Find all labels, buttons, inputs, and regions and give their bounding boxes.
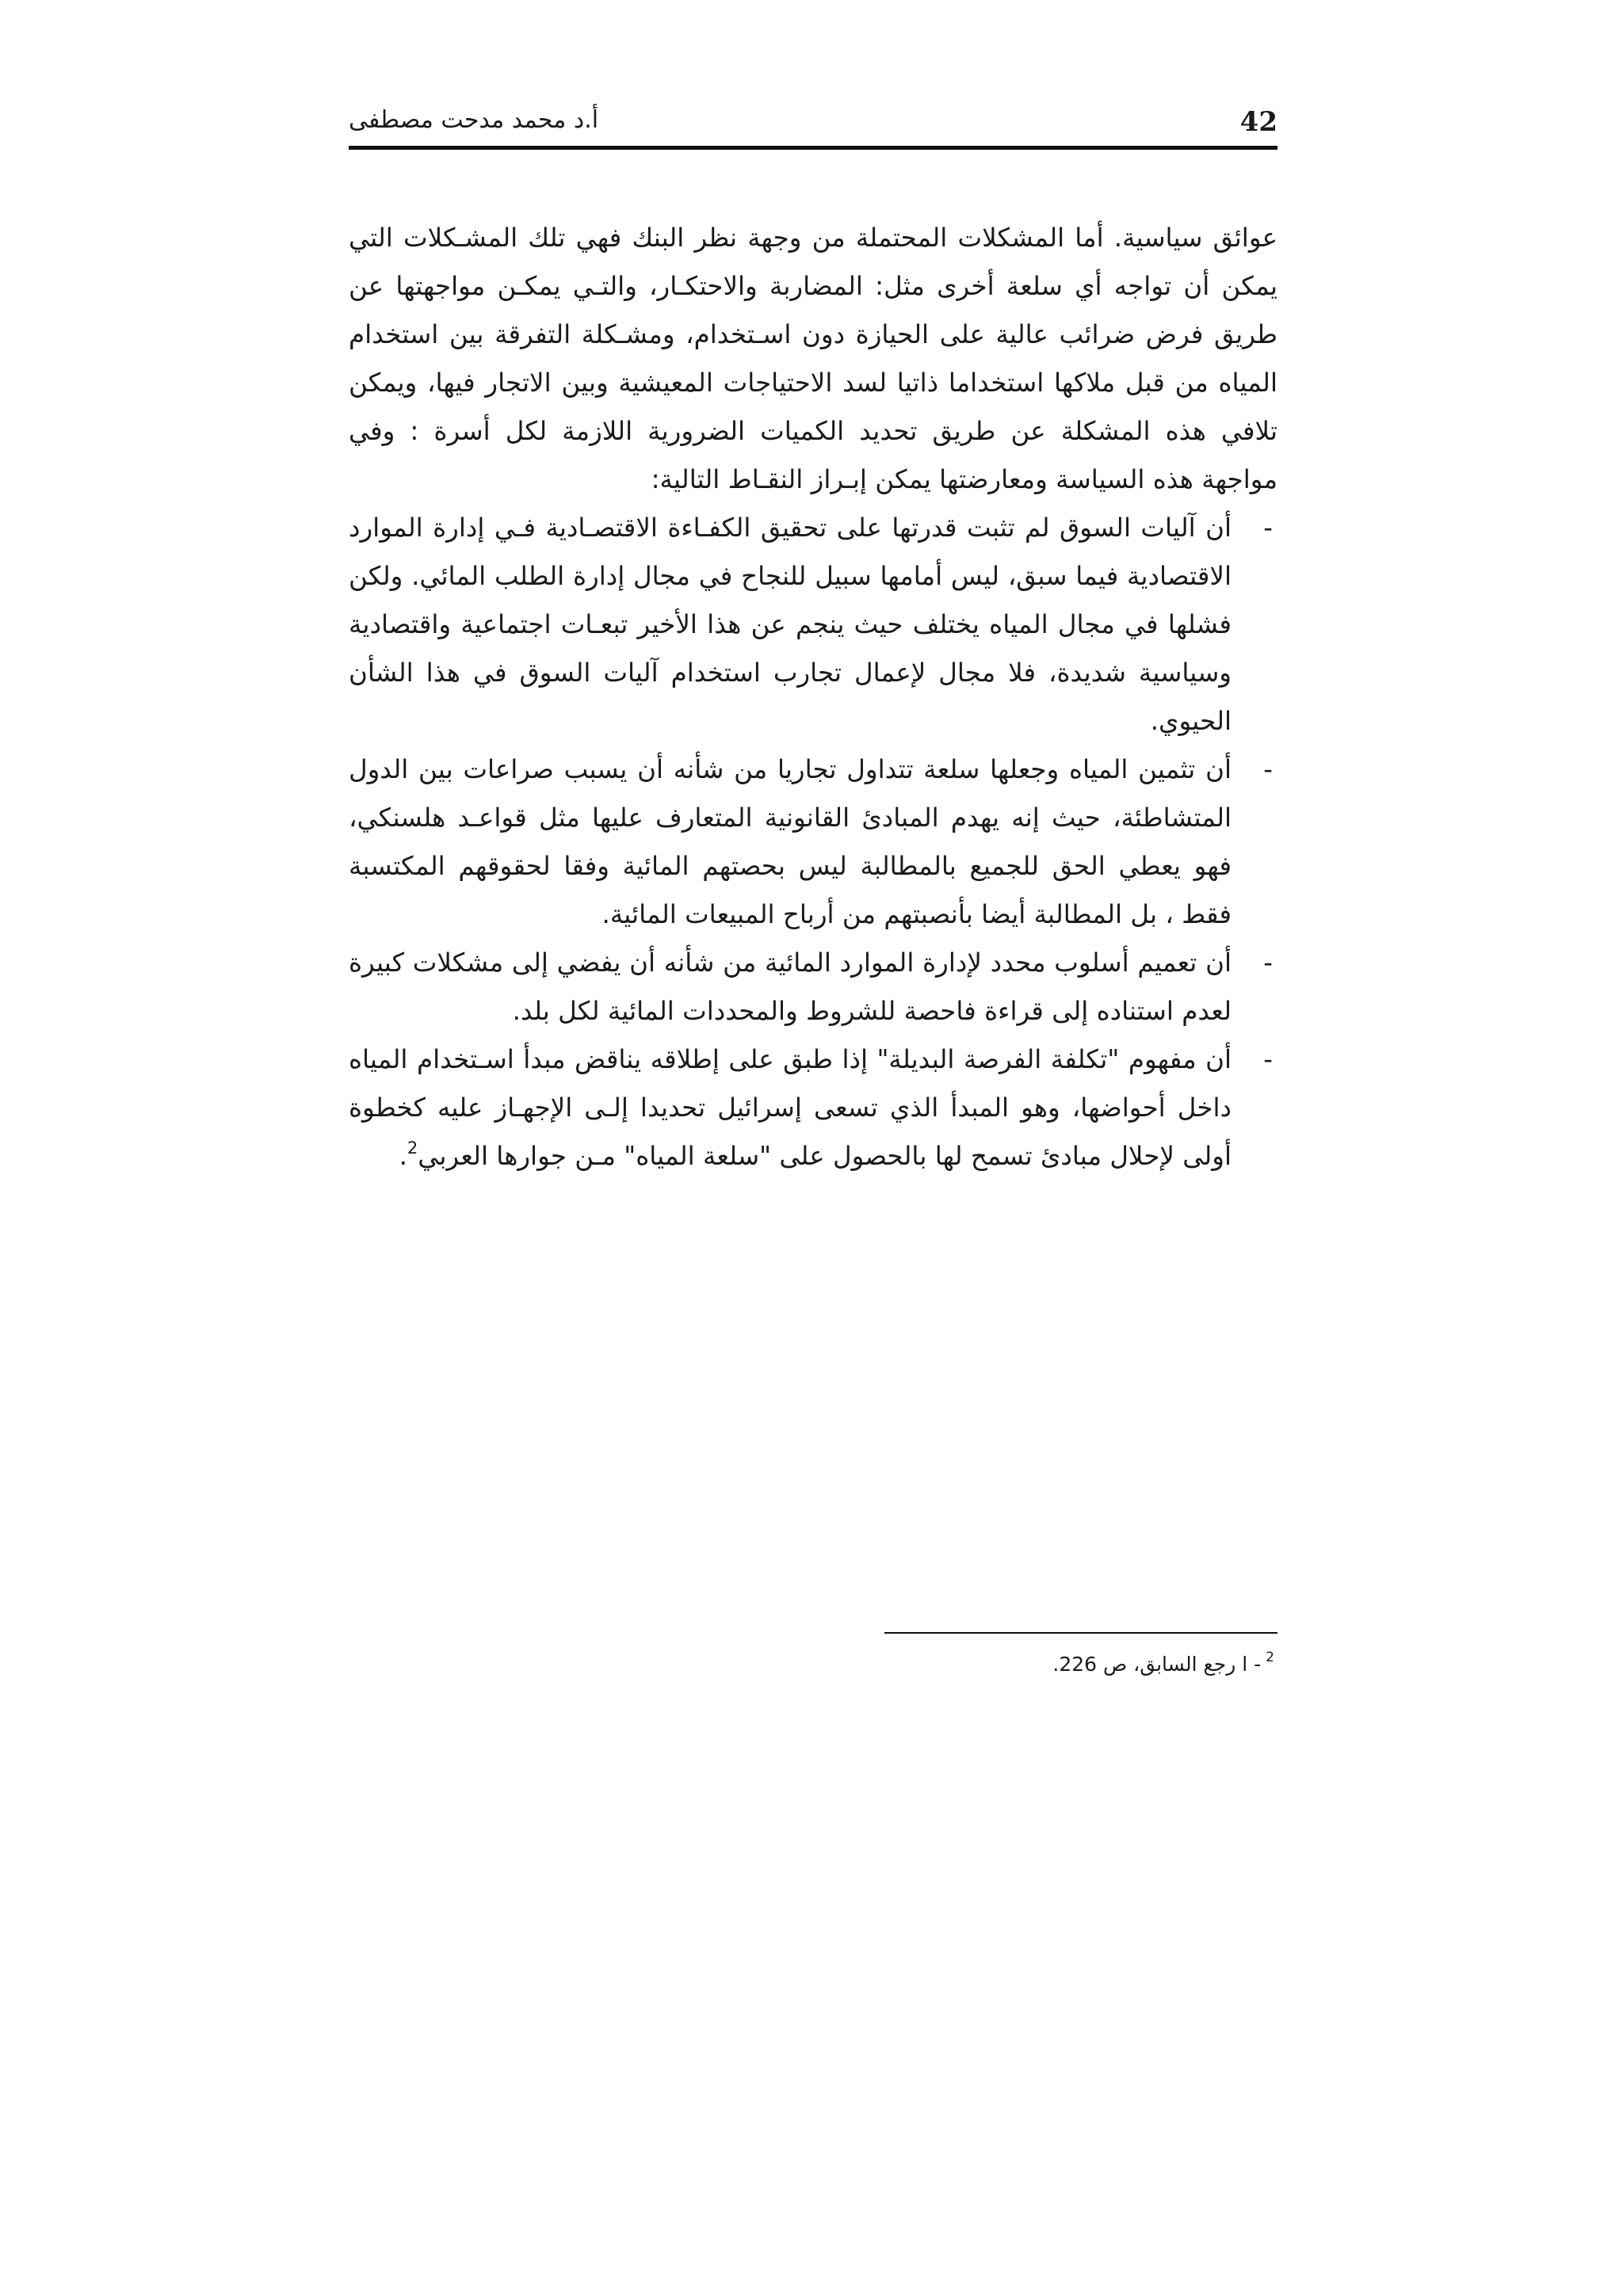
- bullet-list: [349, 504, 1277, 1180]
- list-item-text: أن مفهوم "تكلفة الفرصة البديلة" إذا طبق على إطلاقه يناقض مبدأ اسـتخدام المياه داخل أحواضها، وهو المبدأ الذي تسعى إسرائيل تحديدا إلـى الإجهـاز عليه كخطوة أولى لإحلال مبادئ تسمح لها بالحصول على "سلعة المياه" مـن جوارها العربي: [349, 1044, 1232, 1171]
- bullet-dash: -: [1263, 513, 1273, 543]
- footnote: [1052, 1650, 1274, 1676]
- bullet-dash: -: [1263, 1044, 1273, 1074]
- list-item: [349, 1035, 1277, 1180]
- sentence-end: .: [399, 1141, 407, 1171]
- list-item: [349, 746, 1277, 939]
- author-name: أ.د محمد مدحت مصطفى: [349, 106, 599, 134]
- list-item-text: أن تعميم أسلوب محدد لإدارة الموارد المائية من شأنه أن يفضي إلى مشكلات كبيرة لعدم استناده إلى قراءة فاحصة للشروط والمحددات المائية لكل بلد.: [349, 948, 1232, 1026]
- footnote-marker: 2: [1266, 1650, 1274, 1665]
- footnote-text: - ا رجع السابق، ص 226.: [1052, 1653, 1262, 1676]
- footnote-reference[interactable]: 2: [407, 1138, 418, 1158]
- list-item-text: أن تثمين المياه وجعلها سلعة تتداول تجاريا من شأنه أن يسبب صراعات بين الدول المتشاطئة، حيث إنه يهدم المبادئ القانونية المتعارف عليها مثل قواعـد هلسنكي، فهو يعطي الحق للجميع بالمطالبة ليس بحصتهم المائية وفقا لحقوقهم المكتسبة فقط ، بل المطالبة أيضا بأنصبتهم من أرباح المبيعات المائية.: [349, 754, 1232, 929]
- bullet-dash: -: [1263, 948, 1273, 978]
- running-header: [349, 101, 1277, 149]
- list-item: [349, 939, 1277, 1035]
- intro-paragraph: عوائق سياسية. أما المشكلات المحتملة من وجهة نظر البنك فهي تلك المشـكلات التي يمكن أن تواجه أي سلعة أخرى مثل: المضاربة والاحتكـار، والتـي يمكـن مواجهتها عن طريق فرض ضرائب عالية على الحيازة دون اسـتخدام، ومشـكلة التفرقة بين استخدام المياه من قبل ملاكها استخداما ذاتيا لسد الاحتياجات المعيشية وبين الاتجار فيها، ويمكن تلافي هذه المشكلة عن طريق تحديد الكميات الضرورية اللازمة لكل أسرة : وفي مواجهة هذه السياسة ومعارضتها يمكن إبـراز النقـاط التالية:: [349, 223, 1277, 494]
- bullet-dash: -: [1263, 754, 1273, 784]
- footnote-rule: [884, 1632, 1277, 1634]
- page-number: 42: [1239, 106, 1277, 138]
- list-item: [349, 504, 1277, 746]
- main-text: [349, 214, 1277, 1180]
- list-item-text: أن آليات السوق لم تثبت قدرتها على تحقيق الكفـاءة الاقتصـادية فـي إدارة الموارد الاقتصادية فيما سبق، ليس أمامها سبيل للنجاح في مجال إدارة الطلب المائي. ولكن فشلها في مجال المياه يختلف حيث ينجم عن هذا الأخير تبعـات اجتماعية واقتصادية وسياسية شديدة، فلا مجال لإعمال تجارب استخدام آليات السوق في هذا الشأن الحيوي.: [349, 513, 1232, 736]
- header-rule: [349, 146, 1277, 150]
